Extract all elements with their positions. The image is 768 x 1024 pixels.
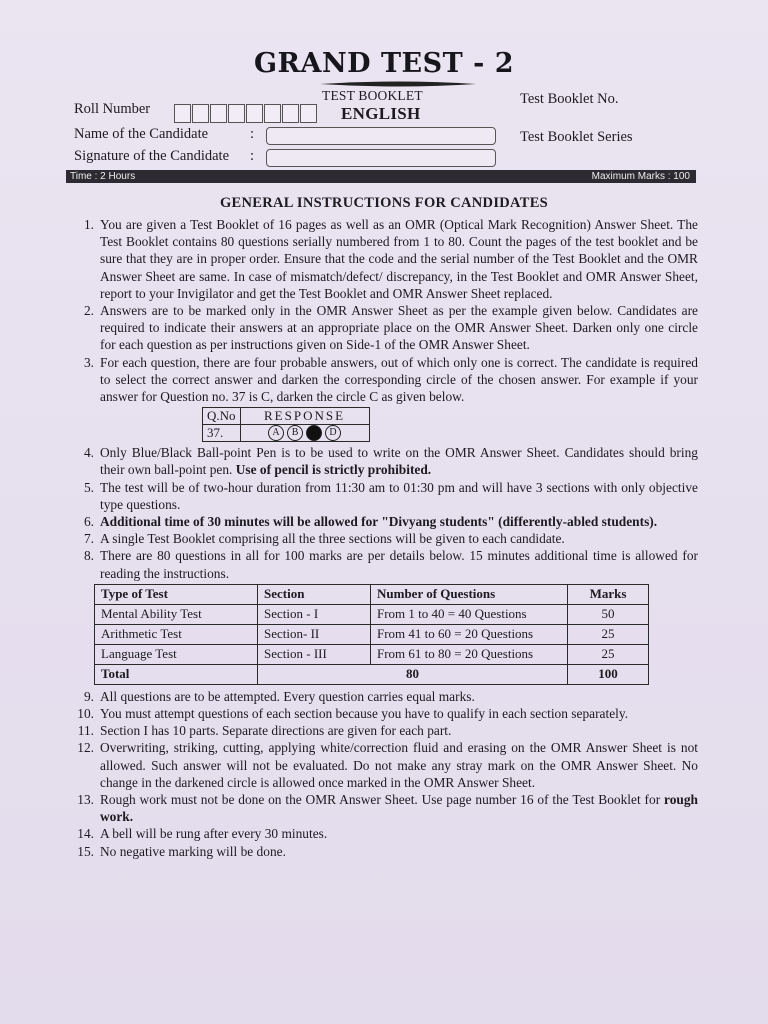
- marks-distribution-table: [94, 584, 649, 685]
- instructions-heading: GENERAL INSTRUCTIONS FOR CANDIDATES: [219, 195, 549, 211]
- instruction-item: 8. There are 80 questions in all for 100 marks are per details below. 15 minutes additional time is allowed for reading the instructions.: [83, 548, 698, 581]
- maximum-marks: Maximum Marks : 100: [591, 171, 690, 182]
- instruction-item: 13. Rough work must not be done on the OMR Answer Sheet. Use page number 16 of the Test Booklet for rough work.: [77, 792, 698, 825]
- signature-label: Signature of the Candidate: [74, 148, 230, 164]
- instruction-item: 2. Answers are to be marked only in the OMR Answer Sheet as per the example given below. Candidates are required to indicate their answers at an appropriate place on the OMR Answer Sheet. Darken only one circle for each question as per instructions given on Side-1 of the OMR Answer Sheet.: [83, 303, 698, 353]
- column-header: Section: [258, 584, 371, 604]
- instruction-item: 6. Additional time of 30 minutes will be allowed for "Divyang students" (differently-abled students).: [83, 514, 658, 530]
- instruction-item: 9. All questions are to be attempted. Every question carries equal marks.: [83, 688, 475, 704]
- signature-field[interactable]: [266, 149, 496, 167]
- bubble-c-filled-icon: C: [306, 425, 322, 441]
- table-row: Arithmetic Test Section- II From 41 to 60 = 20 Questions 25: [95, 624, 649, 644]
- instruction-item: 7. A single Test Booklet comprising all the three sections will be given to each candidate.: [83, 531, 565, 547]
- qno-value: 37.: [203, 425, 241, 442]
- table-row: Mental Ability Test Section - I From 1 to 40 = 40 Questions 50: [95, 604, 649, 624]
- instruction-item: 4. Only Blue/Black Ball-point Pen is to be used to write on the OMR Answer Sheet. Candidates should bring their own ball-point pen. Use of pencil is strictly prohibited.: [83, 445, 698, 478]
- bubble-a-icon: A: [268, 425, 284, 441]
- response-header: RESPONSE: [240, 408, 369, 425]
- bubble-b-icon: B: [287, 425, 303, 441]
- time-duration: Time : 2 Hours: [70, 171, 136, 182]
- bubble-d-icon: D: [325, 425, 341, 441]
- roll-number-label: Roll Number: [74, 101, 151, 117]
- column-header: Marks: [568, 584, 649, 604]
- column-header: Number of Questions: [371, 584, 568, 604]
- response-example: [0, 407, 768, 442]
- instruction-item: 3. For each question, there are four probable answers, out of which only one is correct. The candidate is required to select the correct answer and darken the corresponding circle of the chosen answer. For example if your answer for Question no. 37 is C, darken the circle C as given below.: [83, 354, 698, 405]
- instruction-item: 15. No negative marking will be done.: [77, 843, 286, 859]
- table-row: Language Test Section - III From 61 to 80 = 20 Questions 25: [95, 644, 649, 664]
- test-booklet-label: TEST BOOKLET: [322, 88, 423, 103]
- column-header: Type of Test: [95, 584, 258, 604]
- candidate-name-colon: :: [250, 126, 255, 142]
- signature-colon: :: [250, 148, 255, 164]
- page-title: GRAND TEST - 2: [254, 48, 514, 79]
- instruction-item: 14. A bell will be rung after every 30 minutes.: [77, 826, 328, 842]
- candidate-name-label: Name of the Candidate: [74, 126, 209, 142]
- subject-name: ENGLISH: [341, 104, 421, 123]
- response-bubbles: [245, 425, 365, 441]
- table-total-row: Total 80 100: [95, 664, 649, 684]
- instructions-list: [0, 216, 768, 860]
- instruction-item: 11. Section I has 10 parts. Separate directions are given for each part.: [77, 723, 452, 739]
- marks-table-item: [0, 584, 768, 685]
- candidate-name-field[interactable]: [266, 127, 496, 145]
- table-header-row: [95, 584, 649, 604]
- response-example-table: [202, 407, 370, 442]
- test-booklet-no-label: Test Booklet No.: [520, 91, 619, 107]
- instruction-item: 10. You must attempt questions of each section because you have to qualify in each section separately.: [77, 706, 629, 722]
- time-marks-bar: [66, 170, 696, 183]
- test-booklet-series-label: Test Booklet Series: [520, 129, 633, 145]
- roll-number-boxes[interactable]: [174, 104, 318, 123]
- instruction-item: 12. Overwriting, striking, cutting, applying white/correction fluid and erasing on the OMR Answer Sheet is not allowed. Such answer will not be evaluated. Do not make any stray mark on the OMR Answer Sheet. No change in the darkened circle is allowed once marked in the OMR Answer Sheet.: [77, 740, 698, 790]
- instruction-item: 1. You are given a Test Booklet of 16 pages as well as an OMR (Optical Mark Recognition) Answer Sheet. The Test Booklet contains 80 questions serially numbered from 1 to 80. Count the pages of the test booklet and be sure that they are in proper order. Ensure that the code and the serial number of the Test Booklet and the OMR Answer Sheet are same. In case of mismatch/defect/ discrepancy, in the Test Booklet and OMR Answer Sheet, report to your Invigilator and get the Test Booklet and OMR Answer Sheet replaced.: [83, 217, 698, 301]
- qno-header: Q.No: [203, 408, 241, 425]
- instruction-item: 5. The test will be of two-hour duration from 11:30 am to 01:30 pm and will have 3 sections with only objective type questions.: [83, 479, 698, 512]
